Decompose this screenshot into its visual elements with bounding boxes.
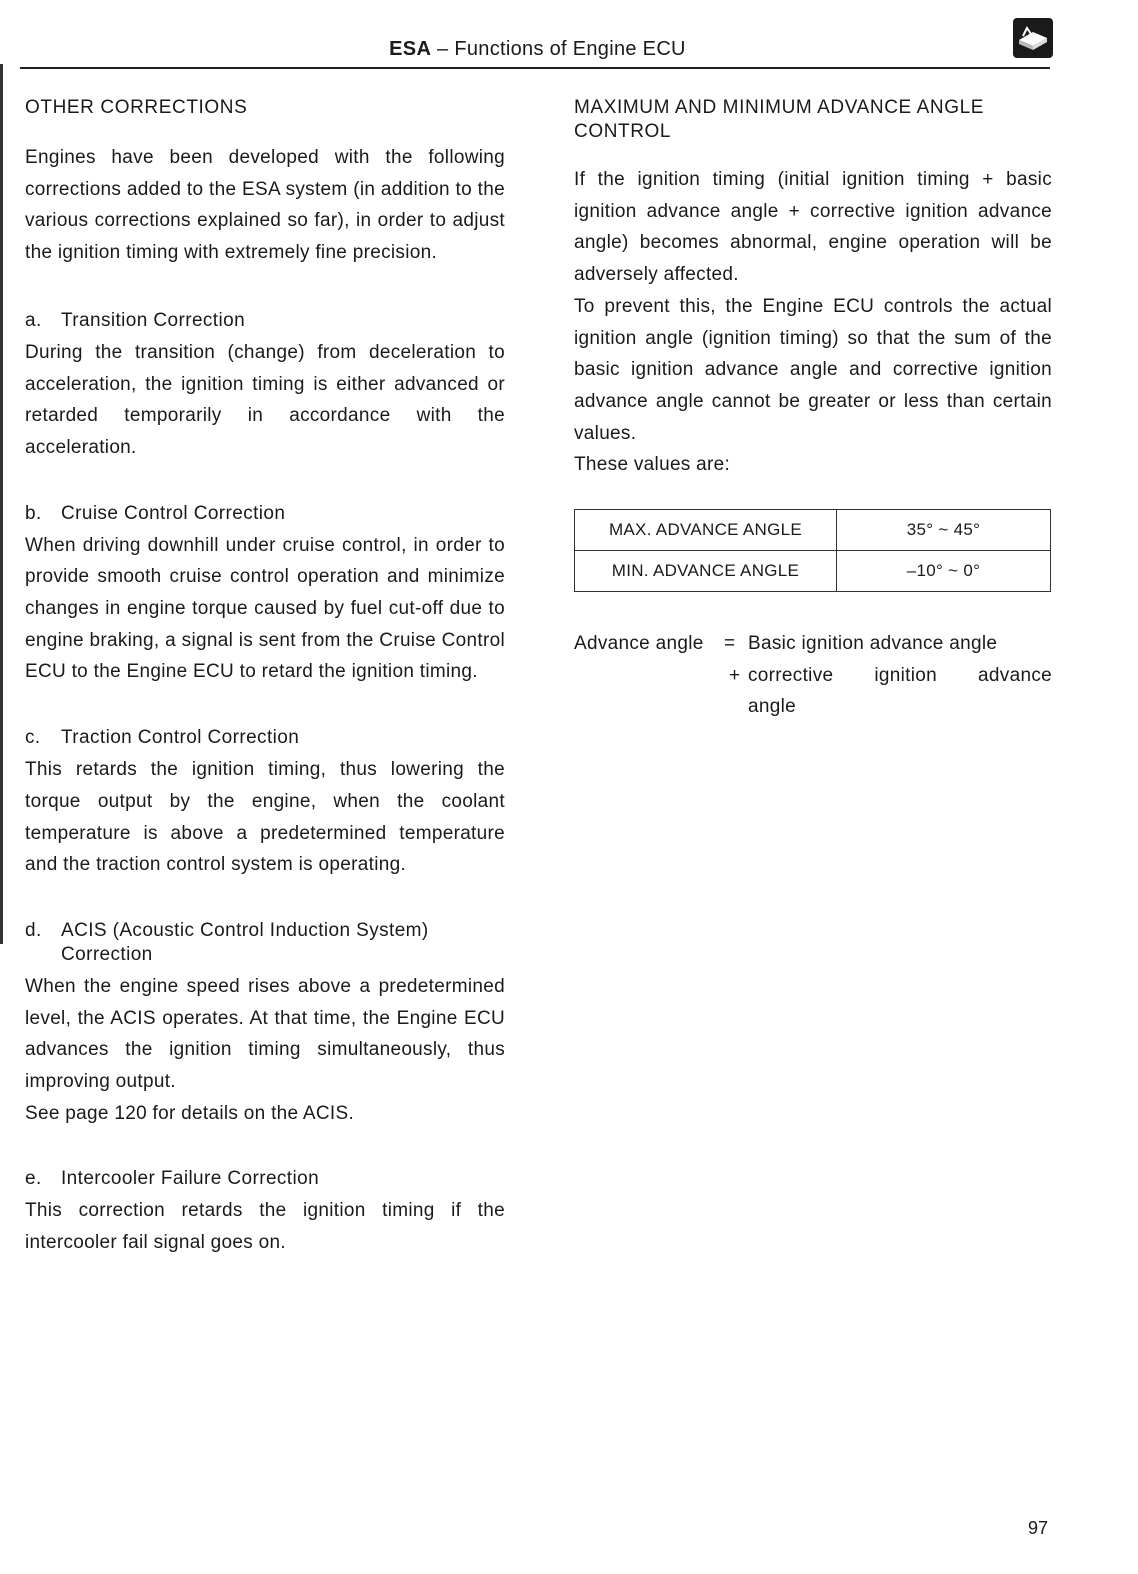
correction-item [25,1167,505,1258]
item-body: During the transition (change) from deceleration to acceleration, the ignition timing is either advanced or retarded temporarily in accordance with the acceleration. [25,341,505,458]
page-number: 97 [1028,1518,1049,1538]
table-cell-label: MAX. ADVANCE ANGLE [575,510,837,551]
table-cell-label: MIN. ADVANCE ANGLE [575,551,837,592]
item-body: When the engine speed rises above a predetermined level, the ACIS operates. At that time, the Engine ECU advances the ignition timing simultaneously, thus improving output. [25,975,505,1093]
correction-item [25,502,505,689]
item-heading: d. ACIS (Acoustic Control Induction System) Correction [25,919,429,965]
formula-equals: = [724,633,736,655]
item-heading: e. Intercooler Failure Correction [25,1168,320,1190]
book-icon [1013,18,1053,58]
item-body: When driving downhill under cruise control, in order to provide smooth cruise control operation and minimize changes in engine torque caused by fuel cut-off due to engine braking, a signal is sent from the Cruise Control ECU to the Engine ECU to retard the ignition timing. [25,534,505,683]
page-header [0,38,1075,61]
advance-angle-table [574,509,1051,592]
correction-item [25,309,505,464]
table-row [575,510,1051,551]
table-cell-value: 35° ~ 45° [837,510,1051,551]
correction-item [25,726,505,881]
formula-plus: + [729,664,741,686]
header-title-rest: – Functions of Engine ECU [431,38,686,60]
right-column [574,96,1052,723]
item-heading: b. Cruise Control Correction [25,502,286,524]
section-title: OTHER CORRECTIONS [25,97,248,118]
formula-line: angle [748,696,796,718]
section-title: MAXIMUM AND MINIMUM ADVANCE ANGLE CONTROL [574,97,985,142]
correction-item [25,919,505,1130]
item-note: See page 120 for details on the ACIS. [25,1102,355,1124]
paragraph: These values are: [574,454,731,476]
formula-line: corrective ignition advance [748,664,1052,686]
header-title-bold: ESA [389,38,432,60]
item-heading: c. Traction Control Correction [25,727,300,749]
paragraph: If the ignition timing (initial ignition timing + basic ignition advance angle + corrective ignition advance angle) becomes abnormal, engine operation will be adversely affected. [574,169,1052,286]
item-heading: a. Transition Correction [25,309,246,331]
formula-lhs: Advance angle [574,633,704,655]
table-cell-value: –10° ~ 0° [837,551,1051,592]
table-row [575,551,1051,592]
paragraph: To prevent this, the Engine ECU controls the actual ignition angle (ignition timing) so that the sum of the basic ignition advance angle and corrective ignition advance angle cannot be greater or less than certain values. [574,295,1052,444]
item-body: This retards the ignition timing, thus lowering the torque output by the engine, when the coolant temperature is above a predetermined temperature and the traction control system is operating. [25,759,505,876]
intro-paragraph: Engines have been developed with the following corrections added to the ESA system (in addition to the various corrections explained so far), in order to adjust the ignition timing with extremely fine precision. [25,147,505,264]
item-body: This correction retards the ignition timing if the intercooler fail signal goes on. [25,1200,505,1254]
margin-bar [0,64,3,944]
left-column [25,96,505,1259]
advance-angle-formula [574,628,1052,723]
formula-line: Basic ignition advance angle [748,633,998,655]
header-rule [20,67,1050,69]
